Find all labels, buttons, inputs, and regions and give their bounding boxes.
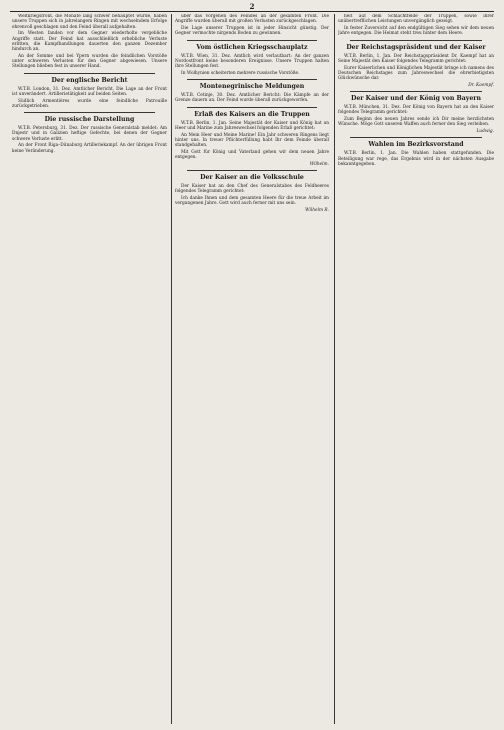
paragraph: An der Front Riga–Dünaburg Artilleriekampf. An der übrigen Front keine Veränderung. (12, 143, 167, 154)
paragraph: Mit Gott für König und Vaterland gehen wir dem neuen Jahre entgegen. (175, 149, 329, 160)
article-heading: Der Kaiser an die Volksschule (200, 174, 304, 181)
signature: Dr. Kaempf. (468, 82, 494, 88)
paragraph: Eurer Kaiserlichen und Königlichen Majestät bringe ich namens des Deutschen Reichstages zum Jahreswechsel die ehrerbietigsten Glückwünsche dar. (338, 65, 494, 81)
article-heading: Die russische Darstellung (44, 116, 135, 123)
paragraph: In Wolhynien scheiterten mehrere russische Vorstöße. (181, 70, 300, 76)
page-number: 2 (249, 2, 255, 11)
paragraph: Südlich Armentières wurde eine feindliche Patrouille zurückgetrieben. (12, 98, 167, 109)
section-rule (24, 73, 155, 74)
article-heading: Vom östlichen Kriegsschauplatz (196, 43, 308, 51)
paragraph: W.T.B. Berlin, 1. Jan. Der Reichstagspräsident Dr. Kaempf hat an Seine Majestät den Kaiser folgendes Telegramm gerichtet: (338, 53, 494, 64)
paragraph: Weltkriegsfront, die Monate lang schwer behauptet wurde, haben unsere Truppen sich in jahrelangem Ringen mit wechselndem Erfolge ehrenvoll geschlagen und den Feind überall aufgehalten. (12, 14, 167, 30)
article-heading: Der englische Bericht (51, 76, 128, 84)
paragraph: W.T.B. Cetinje, 30. Dez. Amtlicher Bericht: Die Kämpfe an der Grenze dauern an. Der Feind wurde überall zurückgeworfen. (175, 93, 329, 104)
section-rule (187, 170, 317, 171)
paragraph: heit auf dem Schlachtfelde der Truppen, sowie ihrer unübertrefflichen Leistungen unvergänglich gezeigt. (338, 14, 494, 25)
paragraph: Ich danke Ihnen und dem gesamten Heere für die treue Arbeit im vergangenen Jahre. Gott wird auch ferner mit uns sein. (175, 196, 329, 207)
article-heading: Der Kaiser und der König von Bayern (350, 95, 482, 102)
paragraph: W.T.B. London, 31. Dez. Amtlicher Bericht. Die Lage an der Front ist unverändert. Artillerietätigkeit auf beiden Seiten. (12, 86, 167, 97)
section-rule (24, 112, 155, 113)
section-rule (187, 40, 317, 41)
section-rule (350, 91, 482, 92)
paragraph: W.T.B. Petersburg, 31. Dez. Der russische Generalstab meldet: Am Dnjestr und in Galizien heftige Gefechte, bei denen der Gegner schwere Verluste erlitt. (12, 126, 167, 142)
section-rule (187, 107, 317, 108)
article-heading: Montenegrinische Meldungen (199, 83, 305, 90)
paragraph: Im Westen fanden vor dem Gegner wiederholte vergebliche Angriffe statt. Der Feind hat ausschließlich erhebliche Verluste erlitten, die Kampfhandlungen dauerten den ganzen Dezember hindurch an. (12, 31, 167, 52)
column-1 (12, 14, 167, 724)
paragraph: W.T.B. München, 31. Dez. Der König von Bayern hat an den Kaiser folgendes Telegramm gerichtet: (338, 105, 494, 116)
column-2 (175, 14, 329, 724)
column-3 (338, 14, 494, 724)
column-divider (334, 14, 335, 724)
paragraph: Zum Beginn des neuen Jahres sende ich Dir meine herzlichsten Wünsche. Möge Gott unseren Waffen auch ferner den Sieg verleihen. (338, 117, 494, 128)
paragraph: An der Somme und bei Ypern wurden die feindlichen Vorstöße unter schweren Verlusten für den Gegner abgewiesen. Unsere Stellungen blieben fest in unserer Hand. (12, 53, 167, 70)
paragraph: W.T.B. Wien, 31. Dez. Amtlich wird verlautbart: An der ganzen Nordostfront keine besonderen Ereignisse. Unsere Truppen halten ihre Stellungen fest. (175, 53, 329, 69)
signature: Ludwig. (476, 129, 494, 134)
top-rule (10, 11, 494, 12)
section-rule (350, 40, 482, 41)
paragraph: Die Lage unserer Truppen ist in jeder Hinsicht günstig. Der Gegner vermochte nirgends Boden zu gewinnen. (175, 26, 329, 37)
section-rule (350, 137, 482, 138)
paragraph: über das Vorgehen des Feindes an der gesamten Front. Die Angriffe wurden überall mit großen Verlusten zurückgeschlagen. (175, 14, 329, 25)
paragraph: W.T.B. Berlin, 1. Jan. Seine Majestät der Kaiser und König hat an Heer und Marine zum Jahreswechsel folgenden Erlaß gerichtet: (175, 120, 329, 131)
paragraph: W.T.B. Berlin, 1. Jan. Die Wahlen haben stattgefunden. Die Beteiligung war rege, das Ergebnis wird in der nächsten Ausgabe bekanntgegeben. (338, 151, 494, 167)
section-rule (187, 79, 317, 80)
paragraph: In fester Zuversicht auf den endgültigen Sieg sehen wir dem neuen Jahre entgegen. Die Heimat steht treu hinter dem Heere. (338, 26, 494, 37)
article-heading: Erlaß des Kaisers an die Truppen (194, 110, 310, 118)
column-divider (171, 14, 172, 724)
article-heading: Der Reichstagspräsident und der Kaiser (346, 43, 486, 51)
article-heading: Wahlen im Bezirksvorstand (368, 141, 464, 149)
signature: Wilhelm R. (305, 208, 329, 213)
paragraph: An Mein Heer und Meine Marine! Ein Jahr schweren Ringens liegt hinter uns. In treuer Pflichterfüllung habt Ihr dem Feinde überall standgehalten. (175, 132, 329, 148)
paragraph: Der Kaiser hat an den Chef des Generalstabes des Feldheeres folgendes Telegramm gerichtet: (175, 184, 329, 195)
signature: Wilhelm. (309, 161, 329, 167)
